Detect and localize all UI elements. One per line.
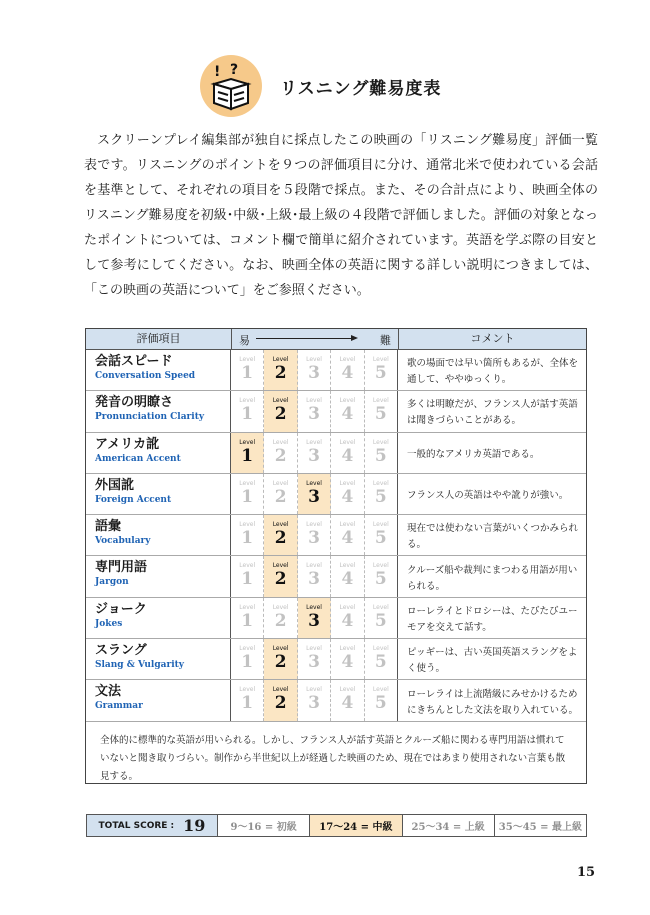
level-label: Level [272, 397, 289, 405]
comment-text: 歌の場面では早い箇所もあるが、全体を通して、ややゆっくり。 [407, 358, 579, 386]
level-number: 3 [308, 610, 320, 631]
level-label: Level [306, 479, 322, 487]
level-cell-selected [298, 474, 331, 514]
level-number: 5 [374, 404, 387, 425]
level-label: Level [306, 686, 322, 694]
intro-paragraph: スクリーンプレイ編集部が独自に採点したこの映画の「リスニング難易度」評価一覧表です。リスニングのポイントを９つの評価項目に分け、通常北米で使われている会話を基準として、それぞれの項目を５段階で採点。また、その合計点により、映画全体のリスニング難易度を初級･中級･上級･最上級の４段階で評価しました。評価の対象となったポイントについては、コメント欄で簡単に紹介されています。英語を学ぶ際の目安として参考にしてください。なお、映画全体の英語に関する詳しい説明につきましては、「この映画の英語について」をご参照ください。 [84, 133, 598, 298]
level-number: 4 [341, 693, 354, 714]
level-cell [331, 556, 364, 596]
level-number: 2 [274, 445, 287, 466]
level-label: Level [306, 356, 322, 363]
table-row [86, 391, 586, 432]
question-box-icon [200, 55, 262, 117]
level-cell [365, 433, 397, 473]
level-number: 2 [274, 528, 287, 549]
level-number: 1 [241, 569, 254, 590]
item-name-jp: 語彙 [95, 519, 122, 535]
item-cell [86, 350, 231, 390]
level-label: Level [372, 479, 389, 487]
level-cell-selected [264, 680, 297, 720]
item-name-en: Jargon [95, 577, 129, 588]
level-label: Level [272, 479, 289, 487]
level-label: Level [372, 645, 389, 653]
level-label: Level [239, 645, 256, 653]
level-label: Level [239, 603, 256, 611]
level-cell [365, 391, 397, 431]
level-number: 1 [241, 363, 254, 383]
level-cell-selected [264, 391, 297, 431]
item-cell [86, 515, 231, 555]
level-label: Level [372, 686, 389, 694]
level-label: Level [272, 645, 289, 653]
item-name-en: Slang & Vulgarity [95, 660, 185, 671]
comment-text: 一般的なアメリカ英語である。 [407, 448, 540, 460]
header-hard: 難 [380, 334, 391, 347]
level-cell [298, 639, 331, 679]
comment-cell [398, 598, 586, 638]
item-name-en: Conversation Speed [95, 371, 196, 381]
level-label: Level [239, 562, 256, 570]
total-score [87, 815, 218, 836]
level-label: Level [339, 686, 356, 694]
level-label: Level [372, 438, 389, 446]
item-name-jp: 発音の明瞭さ [95, 395, 174, 411]
score-range: 35〜45 = 最上級 [498, 822, 582, 833]
comment-cell [398, 391, 586, 431]
level-cell-selected [264, 515, 297, 555]
level-cell-selected [298, 598, 331, 638]
level-label: Level [339, 438, 356, 446]
level-number: 5 [374, 445, 387, 466]
level-number: 5 [374, 610, 387, 631]
item-name-jp: スラング [95, 643, 147, 659]
item-cell [86, 433, 231, 473]
level-cell [331, 433, 364, 473]
level-cell [231, 474, 264, 514]
item-name-en: American Accent [95, 453, 181, 464]
svg-text:!: ! [214, 64, 221, 80]
level-number: 2 [274, 569, 287, 590]
level-label: Level [239, 397, 256, 405]
level-number: 3 [308, 363, 320, 383]
comment-text: ピッギーは、古い英国英語スラングをよく使う。 [407, 647, 578, 675]
header-comment: コメント [470, 332, 515, 345]
level-number: 3 [308, 569, 320, 590]
level-number: 5 [374, 486, 387, 507]
level-cell [231, 639, 264, 679]
comment-cell [398, 515, 586, 555]
level-cell [298, 350, 331, 390]
level-number: 2 [274, 693, 287, 714]
table-row [86, 598, 586, 639]
level-cell [331, 474, 364, 514]
level-number: 4 [341, 569, 354, 590]
comment-text: ローレライは上流階級にみせかけるためにきちんとした文法を取り入れている。 [407, 688, 579, 716]
total-score-label: TOTAL SCORE : [98, 820, 175, 831]
table-row [86, 680, 586, 721]
difficulty-table [85, 328, 587, 784]
level-cell [231, 391, 264, 431]
level-number: 5 [374, 652, 387, 673]
level-scale [231, 680, 398, 720]
level-number: 2 [274, 486, 287, 507]
level-number: 1 [241, 486, 254, 507]
score-range: 25〜34 = 上級 [403, 815, 495, 836]
table-row [86, 433, 586, 474]
level-label: Level [372, 603, 389, 611]
level-cell [331, 598, 364, 638]
level-number: 1 [241, 652, 254, 673]
level-cell [365, 598, 397, 638]
level-cell [331, 639, 364, 679]
item-cell [86, 680, 231, 720]
level-label: Level [339, 603, 356, 611]
level-scale [231, 474, 398, 514]
level-number: 3 [308, 445, 320, 466]
level-number: 3 [308, 652, 320, 673]
level-scale [231, 350, 398, 390]
table-row [86, 474, 586, 515]
level-label: Level [306, 562, 322, 570]
level-label: Level [372, 521, 389, 529]
level-label: Level [372, 562, 389, 570]
table-header [86, 329, 586, 350]
level-label: Level [272, 521, 289, 529]
level-label: Level [272, 562, 289, 570]
level-label: Level [306, 603, 322, 611]
level-number: 4 [341, 486, 354, 507]
level-number: 1 [241, 693, 254, 714]
level-cell [365, 515, 397, 555]
level-label: Level [372, 397, 389, 405]
table-row [86, 556, 586, 597]
header-item: 評価項目 [86, 329, 232, 349]
level-number: 4 [341, 404, 354, 425]
level-cell [231, 556, 264, 596]
level-label: Level [272, 686, 289, 694]
header-easy: 易 [239, 334, 250, 347]
level-cell [264, 598, 297, 638]
level-cell [298, 391, 331, 431]
score-range-selected: 17〜24 = 中級 [310, 815, 402, 836]
level-number: 4 [341, 445, 354, 466]
svg-text:?: ? [230, 62, 239, 78]
item-cell [86, 391, 231, 431]
item-cell [86, 598, 231, 638]
level-number: 2 [274, 404, 287, 425]
level-cell [231, 598, 264, 638]
comment-text: クルーズ船や裁判にまつわる用語が用いられる。 [407, 564, 578, 592]
comment-cell [398, 350, 586, 390]
level-number: 2 [274, 610, 287, 631]
level-number: 1 [241, 404, 254, 425]
item-name-en: Pronunciation Clarity [95, 412, 205, 423]
score-range: 9〜16 = 初級 [218, 815, 310, 836]
level-cell [298, 680, 331, 720]
level-label: Level [339, 562, 356, 570]
item-name-jp: ジョーク [95, 601, 147, 617]
item-name-jp: アメリカ訛 [95, 436, 160, 452]
item-cell [86, 556, 231, 596]
item-name-en: Jokes [95, 618, 123, 629]
level-number: 3 [308, 528, 320, 549]
level-label: Level [306, 521, 322, 529]
item-name-en: Foreign Accent [95, 494, 172, 505]
level-cell [331, 515, 364, 555]
level-cell [331, 680, 364, 720]
level-label: Level [239, 686, 256, 694]
level-number: 1 [241, 445, 254, 466]
level-number: 5 [374, 528, 387, 549]
level-scale [231, 515, 398, 555]
level-label: Level [239, 479, 256, 487]
summary-text: 全体的に標準的な英語が用いられる。しかし、フランス人が話す英語とクルーズ船に関わる専門用語は慣れていないと聞き取りづらい。制作から半世紀以上が経過した映画のため、現在ではあまり使用されない言葉も散見する。 [100, 734, 566, 782]
item-cell [86, 639, 231, 679]
level-scale [231, 598, 398, 638]
page-header [200, 55, 441, 117]
comment-cell [398, 639, 586, 679]
level-number: 2 [274, 363, 287, 383]
level-cell [298, 433, 331, 473]
level-number: 1 [241, 528, 254, 549]
level-label: Level [306, 397, 322, 405]
level-cell [365, 350, 397, 390]
comment-cell [398, 556, 586, 596]
page-number: 15 [577, 865, 596, 880]
level-label: Level [339, 356, 356, 363]
total-score-value: 19 [183, 816, 206, 835]
comment-text: フランス人の英語はやや訛りが強い。 [407, 490, 569, 502]
level-cell [331, 350, 364, 390]
header-levels [232, 329, 399, 349]
table-row [86, 515, 586, 556]
level-cell-selected [264, 639, 297, 679]
level-number: 5 [374, 693, 387, 714]
level-cell [231, 515, 264, 555]
level-cell-selected [264, 556, 297, 596]
level-cell-selected [231, 433, 264, 473]
level-cell-selected [264, 350, 297, 390]
comment-text: 現在では使わない言葉がいくつかみられる。 [407, 523, 579, 551]
table-body [86, 350, 586, 722]
level-number: 4 [341, 652, 354, 673]
comment-cell [398, 680, 586, 720]
comment-text: 多くは明瞭だが、フランス人が話す英語は聞きづらいことがある。 [407, 399, 578, 427]
level-label: Level [306, 645, 322, 653]
level-label: Level [272, 603, 289, 611]
level-label: Level [239, 438, 256, 446]
item-name-jp: 専門用語 [95, 560, 148, 576]
level-scale [231, 639, 398, 679]
level-number: 2 [274, 652, 287, 673]
total-score-bar [86, 814, 587, 837]
level-cell [365, 639, 397, 679]
item-cell [86, 474, 231, 514]
item-name-en: Grammar [95, 701, 143, 712]
item-name-jp: 外国訛 [95, 477, 135, 493]
level-number: 1 [241, 610, 254, 631]
level-number: 3 [308, 693, 320, 714]
level-label: Level [272, 438, 289, 446]
item-name-en: Vocabulary [95, 536, 151, 547]
level-scale [231, 556, 398, 596]
table-row [86, 350, 586, 391]
level-label: Level [339, 479, 356, 487]
level-number: 5 [374, 569, 387, 590]
level-scale [231, 433, 398, 473]
level-number: 3 [308, 404, 320, 425]
level-label: Level [372, 356, 389, 363]
level-cell [231, 680, 264, 720]
comment-cell [398, 433, 586, 473]
level-cell [298, 515, 331, 555]
level-label: Level [339, 645, 356, 653]
level-cell [231, 350, 264, 390]
level-cell [298, 556, 331, 596]
level-number: 4 [341, 528, 354, 549]
level-number: 4 [341, 363, 354, 383]
level-label: Level [306, 438, 322, 446]
level-cell [365, 680, 397, 720]
level-number: 4 [341, 610, 354, 631]
item-name-jp: 文法 [95, 684, 122, 700]
page-title: リスニング難易度表 [280, 78, 442, 99]
comment-cell [398, 474, 586, 514]
table-row [86, 639, 586, 680]
level-cell [331, 391, 364, 431]
level-label: Level [239, 356, 256, 363]
level-cell [264, 433, 297, 473]
level-cell [365, 556, 397, 596]
comment-text: ローレライとドロシーは、たびたびユーモアを交えて話す。 [407, 605, 578, 633]
level-number: 3 [308, 486, 320, 507]
level-scale [231, 391, 398, 431]
level-label: Level [239, 521, 256, 529]
arrow-right-icon [256, 338, 356, 339]
item-name-jp: 会話スピード [95, 354, 173, 369]
level-cell [264, 474, 297, 514]
level-label: Level [272, 356, 289, 363]
level-label: Level [339, 521, 356, 529]
level-label: Level [339, 397, 356, 405]
level-number: 5 [374, 363, 387, 383]
level-cell [365, 474, 397, 514]
